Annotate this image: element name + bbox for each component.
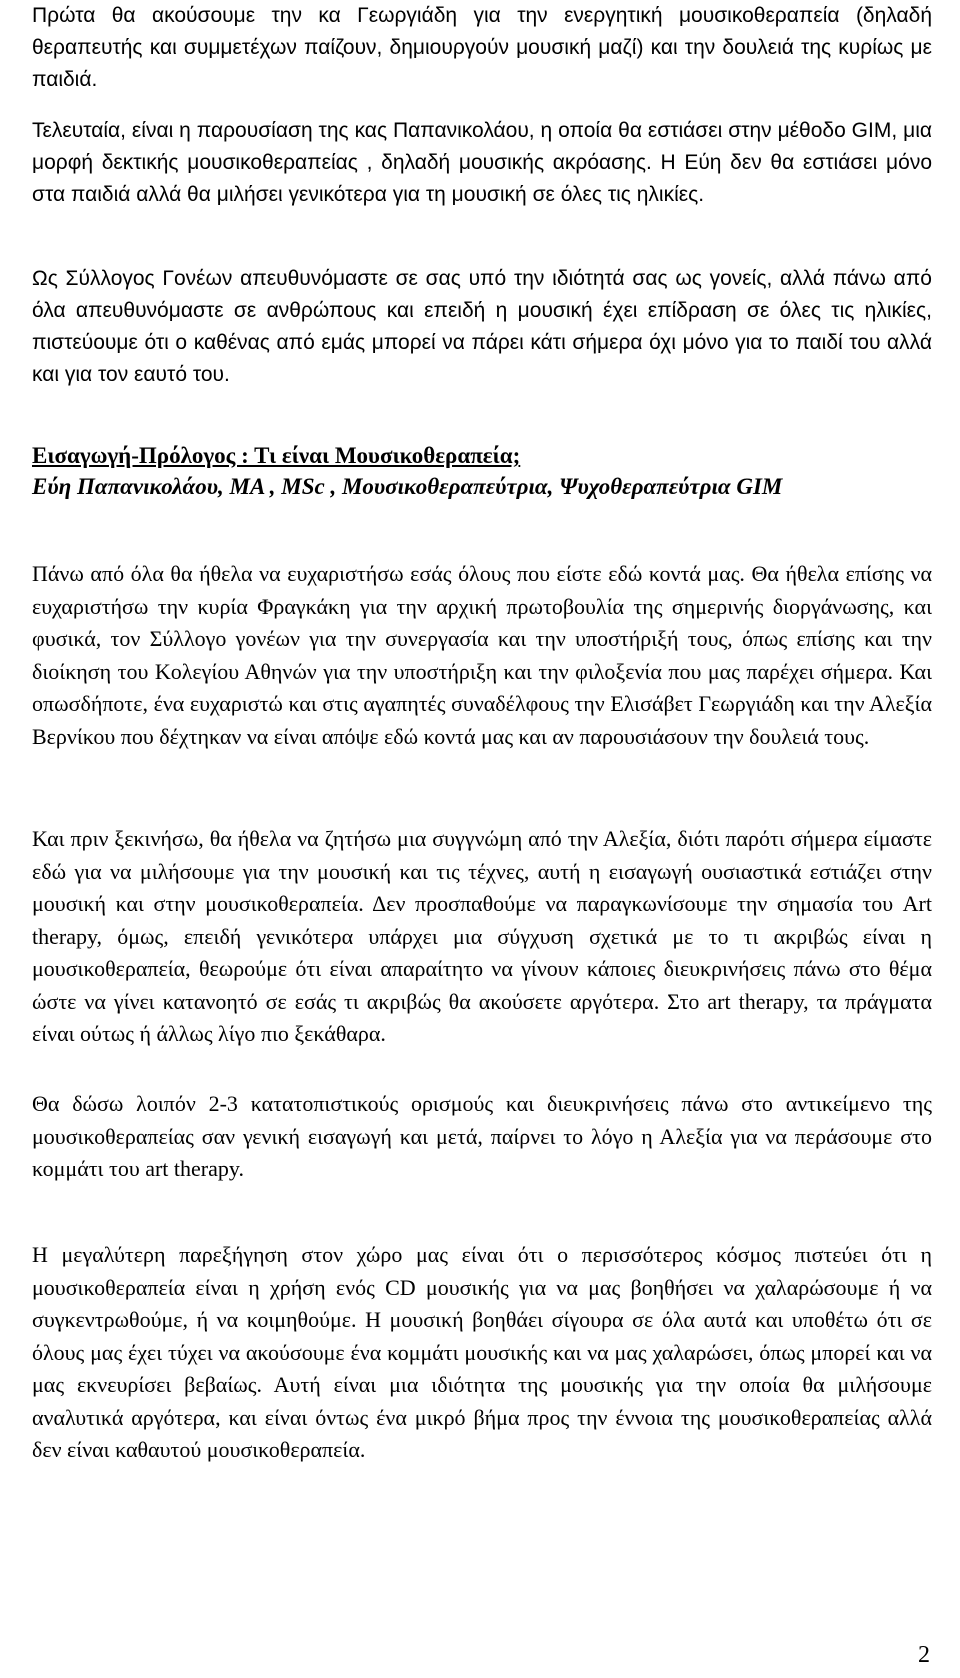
body-paragraph-1: Πάνω από όλα θα ήθελα να ευχαριστήσω εσάς όλους που είστε εδώ κοντά μας. Θα ήθελα επίσης να ευχαριστήσω την κυρία Φραγκάκη για την αρχική πρωτοβουλία της σημερινής διοργάνωσης, και φυσικά, τον Σύλλογο γονέων για την συνεργασία και την υποστήριξή τους, όπως επίσης και την διοίκηση του Κολεγίου Αθηνών για την υποστήριξη και την φιλοξενία που μας παρέχει σήμερα. Και οπωσδήποτε, ένα ευχαριστώ και στις αγαπητές συναδέλφους την Ελισάβετ Γεωργιάδη και την Αλεξία Βερνίκου που δέχτηκαν να είναι απόψε εδώ κοντά μας και αν παρουσιάσουν την δουλειά τους. (32, 561, 932, 749)
intro-paragraph-1: Πρώτα θα ακούσουμε την κα Γεωργιάδη για την ενεργητική μουσικοθεραπεία (δηλαδή θεραπευτής και συμμετέχων παίζουν, δημιουργούν μουσική μαζί) και την δουλειά της κυρίως με παιδιά. (32, 4, 932, 91)
body-paragraph-4: Η μεγαλύτερη παρεξήγηση στον χώρο μας είναι ότι ο περισσότερος κόσμος πιστεύει ότι η μουσικοθεραπεία είναι η χρήση ενός CD μουσικής για να μας βοηθήσει να χαλαρώσουμε ή να συγκεντρωθούμε, ή να κοιμηθούμε. Η μουσική βοηθάει σίγουρα σε όλα αυτά και υποθέτω ότι σε όλους μας έχει τύχει να ακούσουμε ένα κομμάτι μουσικής και να μας χαλαρώσει, όπως μπορεί και να μας εκνευρίσει βεβαίως. Αυτή είναι μια ιδιότητα της μουσικής για την οποία θα μιλήσουμε αναλυτικά αργότερα, και είναι όντως ένα μικρό βήμα προς την έννοια της μουσικοθεραπείας αλλά δεν είναι καθαυτού μουσικοθεραπεία. (32, 1242, 932, 1462)
intro-paragraph-3: Ως Σύλλογος Γονέων απευθυνόμαστε σε σας υπό την ιδιότητά σας ως γονείς, αλλά πάνω από όλα απευθυνόμαστε σε ανθρώπους και επειδή η μουσική έχει επίδραση σε όλες τις ηλικίες, πιστεύουμε ότι ο καθένας από εμάς μπορεί να πάρει κάτι σήμερα όχι μόνο για το παιδί του αλλά και για τον εαυτό του. (32, 267, 932, 386)
author-line: Εύη Παπανικολάου, ΜΑ , MSc , Μουσικοθεραπεύτρια, Ψυχοθεραπεύτρια GIM (32, 474, 783, 499)
body-paragraph-2: Και πριν ξεκινήσω, θα ήθελα να ζητήσω μια συγγνώμη από την Αλεξία, διότι παρότι σήμερα είμαστε εδώ για να μιλήσουμε για την μουσική και τις τέχνες, αυτή η εισαγωγή ουσιαστικά εστιάζει στην μουσική και στην μουσικοθεραπεία. Δεν προσπαθούμε να παραγκωνίσουμε την σημασία του Art therapy, όμως, επειδή γενικότερα υπάρχει μια σύγχυση σχετικά με το τι ακριβώς είναι η μουσικοθεραπεία, θεωρούμε ότι είναι απαραίτητο να γίνουν κάποιες διευκρινήσεις πάνω στο θέμα ώστε να γίνει κατανοητό σε εσάς τι ακριβώς θα ακούσετε αργότερα. Στο art therapy, τα πράγματα είναι ούτως ή άλλως λίγο πιο ξεκάθαρα. (32, 826, 932, 1046)
body-paragraph-3: Θα δώσω λοιπόν 2-3 κατατοπιστικούς ορισμούς και διευκρινήσεις πάνω στο αντικείμενο της μουσικοθεραπείας σαν γενική εισαγωγή και μετά, παίρνει το λόγο η Αλεξία για να περάσουμε στο κομμάτι του art therapy. (32, 1091, 932, 1181)
page-number: 2 (918, 1642, 930, 1668)
intro-paragraph-2: Τελευταία, είναι η παρουσίαση της κας Παπανικολάου, η οποία θα εστιάσει στην μέθοδο GIM, μια μορφή δεκτικής μουσικοθεραπείας , δηλαδή μουσικής ακρόασης. Η Εύη δεν θα εστιάσει μόνο στα παιδιά αλλά θα μιλήσει γενικότερα για τη μουσική σε όλες τις ηλικίες. (32, 119, 932, 206)
section-heading: Εισαγωγή-Πρόλογος : Τι είναι Μουσικοθεραπεία; (32, 443, 521, 468)
